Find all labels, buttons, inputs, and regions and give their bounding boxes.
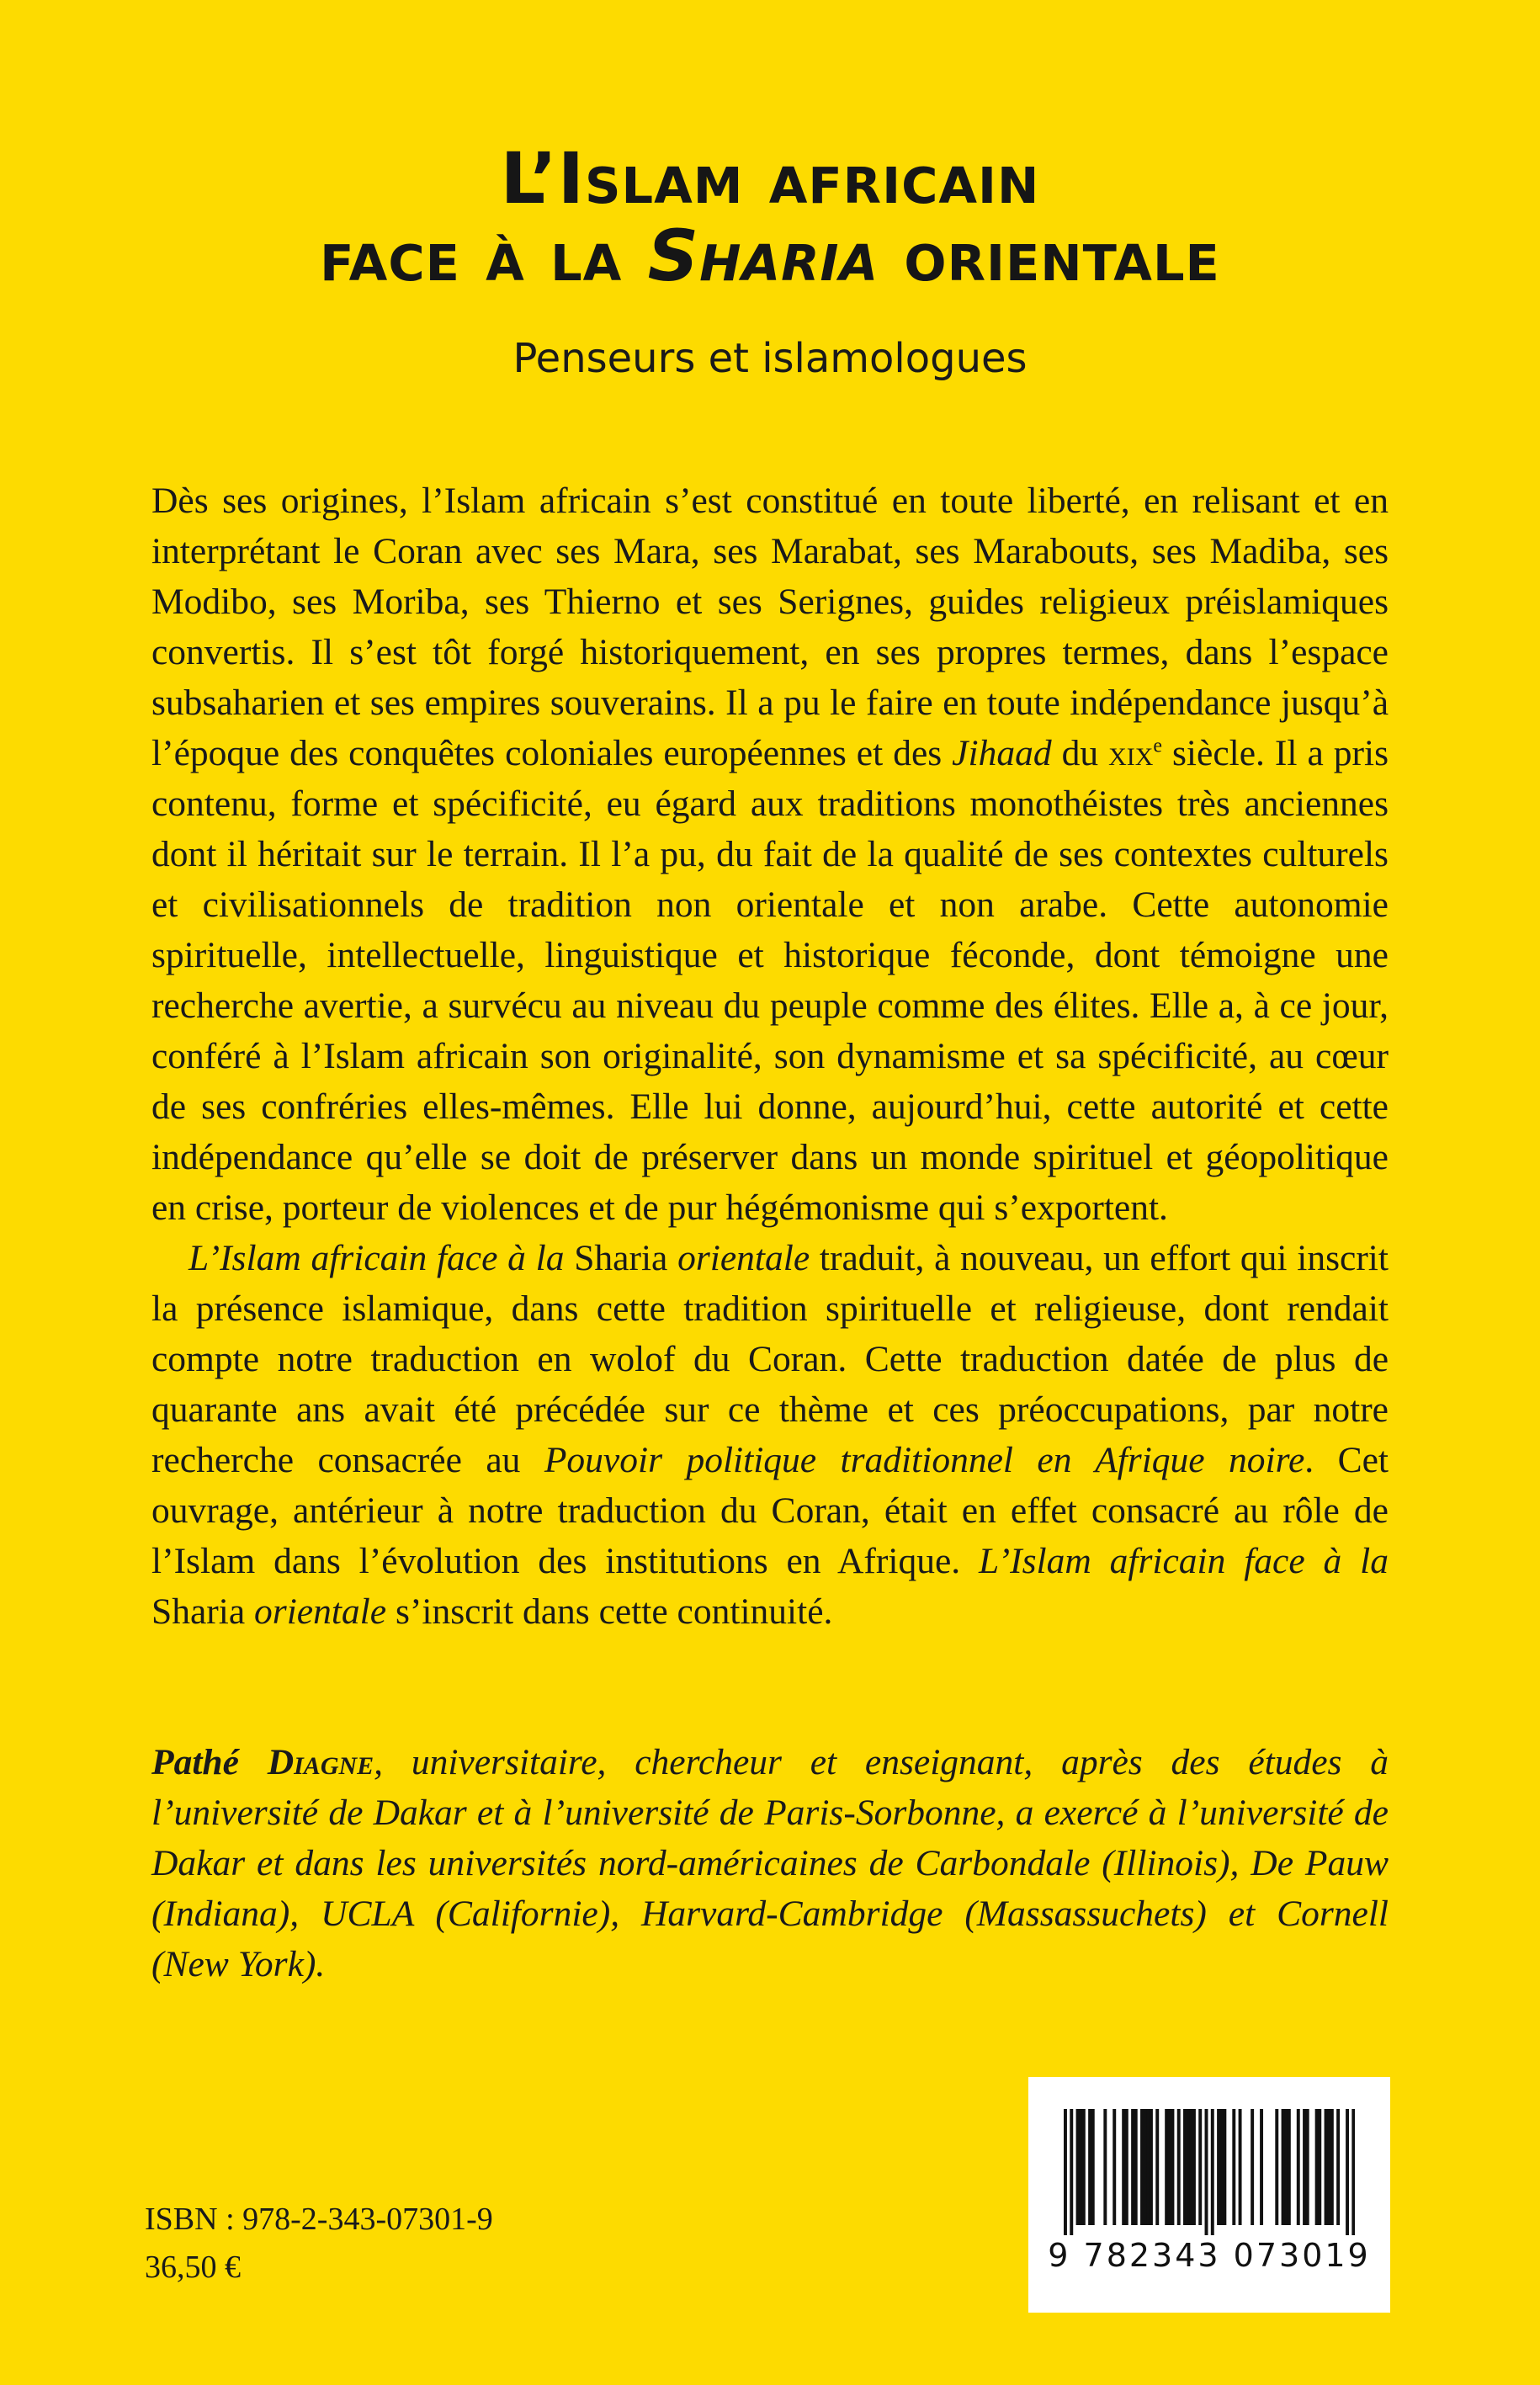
barcode-bar (1125, 2109, 1128, 2225)
barcode-bar (1330, 2109, 1334, 2225)
barcode-bar (1187, 2109, 1190, 2225)
author-last-name: Diagne (267, 1742, 374, 1782)
barcode-bar (1064, 2109, 1067, 2235)
barcode-bar (1303, 2109, 1306, 2225)
barcode-bar (1306, 2109, 1309, 2225)
p2-title-a: L’Islam africain face à la (189, 1238, 565, 1278)
barcode-bar (1351, 2109, 1355, 2235)
price: 36,50 € (145, 2250, 241, 2285)
barcode-bars (1064, 2109, 1355, 2235)
barcode-bar (1113, 2109, 1116, 2225)
title-sharia: Sharia (647, 215, 879, 297)
barcode-bar (1070, 2109, 1073, 2235)
isbn: ISBN : 978-2-343-07301-9 (145, 2202, 493, 2237)
barcode-bar (1076, 2109, 1080, 2225)
barcode-bar (1220, 2109, 1224, 2225)
barcode-bar (1288, 2109, 1291, 2225)
barcode-bar (1315, 2109, 1319, 2225)
barcode-bar (1189, 2109, 1192, 2225)
barcode-bar (1232, 2109, 1235, 2225)
author-bio-text: , universitaire, chercheur et enseignant, après des études à l’université de Dakar et à l’université de Paris-Sorbonne, a exercé à l’université de Dakar et dans les universités nord-américaines de Carbondale (Illinois), De Pauw (Indiana), UCLA (Californie), Harvard-Cambridge (Massassuchets) et Cornell (New York). (151, 1742, 1389, 1984)
barcode-bar (1211, 2109, 1214, 2235)
barcode-bar (1198, 2109, 1202, 2225)
author-bio (151, 1737, 1389, 1989)
barcode-bar (1223, 2109, 1226, 2225)
barcode-bar (1217, 2109, 1220, 2225)
barcode-bar (1275, 2109, 1278, 2225)
book-subtitle: Penseurs et islamologues (512, 335, 1028, 382)
p1-text-c: siècle. Il a pris contenu, forme et spécificité, eu égard aux traditions monothéistes très anciennes dont il héritait sur le terrain. Il l’a pu, du fait de la qualité de ses contextes culturels et civilisationnels de tradition non orientale et non arabe. Cette autonomie spirituelle, intellectuelle, linguistique et historique féconde, dont témoigne une recherche avertie, a survécu au niveau du peuple comme des élites. Elle a, à ce jour, conféré à l’Islam africain son originalité, son dynamisme et sa spécificité, au cœur de ses confréries elles-mêmes. Elle lui donne, aujourd’hui, cette autorité et cette indépendance qu’elle se doit de préserver dans un monde spirituel et géopolitique en crise, porteur de violences et de pur hégémonisme qui s’exportent. (151, 733, 1389, 1228)
p1-century-sup: e (1153, 735, 1163, 757)
barcode-bar (1239, 2109, 1242, 2225)
barcode-bar (1146, 2109, 1150, 2225)
barcode-bar (1091, 2109, 1095, 2225)
p2-title2-a: L’Islam africain face à la (979, 1541, 1389, 1581)
p1-jihaad: Jihaad (952, 733, 1052, 773)
book-title-line-1 (0, 137, 1540, 220)
author-bio-paragraph (151, 1737, 1389, 1989)
barcode-bar (1155, 2109, 1159, 2225)
blurb-paragraph-2 (151, 1233, 1389, 1637)
barcode-bar (1325, 2109, 1328, 2225)
barcode-bar (1346, 2109, 1349, 2235)
blurb (151, 475, 1389, 1637)
p2-text-b: . Cet ouvrage, antérieur à notre traduction du Coran, était en effet consacré au rôle de l’Islam dans l’évolution des institutions en Afrique. (151, 1440, 1389, 1581)
p2-title-b: orientale (677, 1238, 810, 1278)
barcode-bar (1327, 2109, 1330, 2225)
p1-text-a: Dès ses origines, l’Islam africain s’est constitué en toute liberté, en relisant et en interprétant le Coran avec ses Mara, ses Marabat, ses Marabouts, ses Madiba, ses Modibo, ses Moriba, ses Thierno et ses Serignes, guides religieux préislamiques convertis. Il s’est tôt forgé historiquement, en ses propres termes, dans l’espace subsaharien et ses empires souverains. Il a pu le faire en toute indépendance jusqu’à l’époque des conquêtes coloniales européennes et des (151, 481, 1389, 773)
barcode-bar (1284, 2109, 1288, 2225)
barcode-bar (1336, 2109, 1340, 2225)
barcode (1028, 2077, 1390, 2313)
author-first-name: Pathé (151, 1742, 268, 1782)
p2-title2-b: orientale (254, 1591, 387, 1632)
barcode-bar (1082, 2109, 1086, 2225)
barcode-bar (1140, 2109, 1144, 2225)
p1-text-b: du (1051, 733, 1109, 773)
barcode-bar (1088, 2109, 1091, 2225)
p2-sharia2: Sharia (151, 1591, 255, 1632)
barcode-bar (1165, 2109, 1168, 2225)
barcode-bar (1131, 2109, 1134, 2225)
barcode-bar (1177, 2109, 1181, 2225)
book-title-line-2 (0, 215, 1540, 297)
title-text-1: L’Islam africain (500, 137, 1040, 220)
title-text-2a: face à la (320, 215, 648, 297)
barcode-bar (1103, 2109, 1107, 2225)
barcode-digits: 9 782343 073019 (1048, 2237, 1371, 2274)
p2-text-a: traduit, à nouveau, un effort qui inscrit la présence islamique, dans cette tradition spirituelle et religieuse, dont rendait compte notre traduction en wolof du Coran. Cette traduction datée de plus de quarante ans avait été précédée sur ce thème et ces préoccupations, par notre recherche consacrée au (151, 1238, 1389, 1480)
barcode-bar (1079, 2109, 1082, 2225)
barcode-bar (1282, 2109, 1285, 2225)
p2-text-c: s’inscrit dans cette continuité. (386, 1591, 833, 1632)
barcode-bar (1134, 2109, 1138, 2225)
barcode-bar (1150, 2109, 1153, 2225)
barcode-bar (1144, 2109, 1147, 2225)
barcode-bar (1260, 2109, 1263, 2225)
barcode-bar (1297, 2109, 1300, 2225)
blurb-paragraph-1 (151, 475, 1389, 1233)
p2-work-title: Pouvoir politique traditionnel en Afrique noire (544, 1440, 1305, 1480)
barcode-bar (1205, 2109, 1208, 2235)
barcode-bar (1251, 2109, 1254, 2225)
barcode-bar (1183, 2109, 1187, 2225)
p1-century: xix (1108, 733, 1154, 773)
author-name (151, 1742, 374, 1782)
title-text-2b: orientale (879, 215, 1220, 297)
barcode-bar (1192, 2109, 1196, 2225)
barcode-bar (1318, 2109, 1321, 2225)
barcode-bar (1168, 2109, 1171, 2225)
barcode-bar (1122, 2109, 1125, 2225)
p2-sharia: Sharia (564, 1238, 678, 1278)
barcode-bar (1171, 2109, 1174, 2225)
